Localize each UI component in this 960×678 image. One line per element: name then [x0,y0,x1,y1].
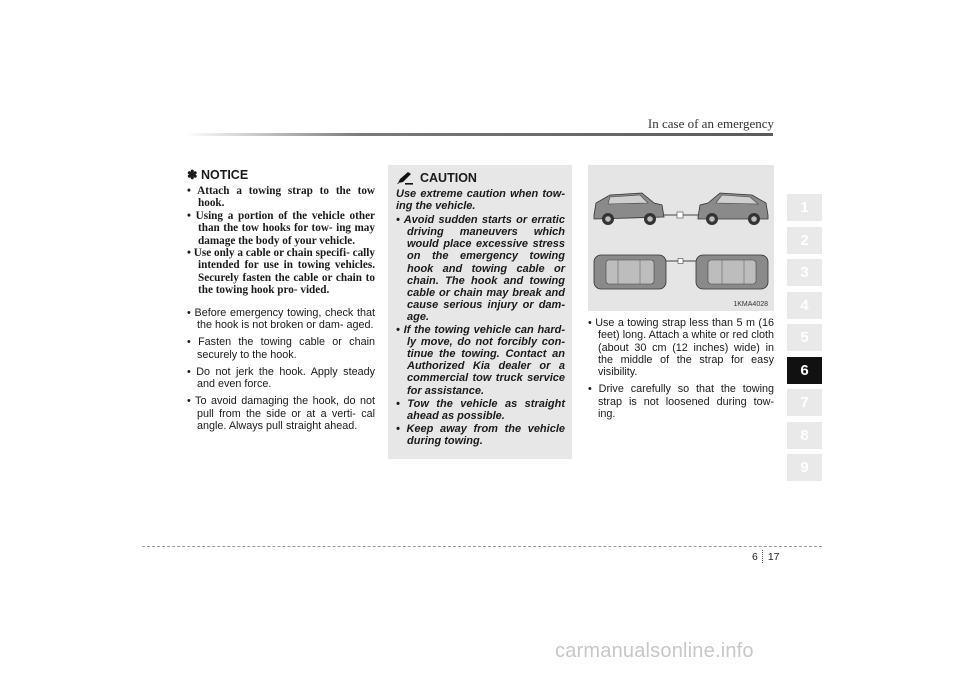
chapter-tab[interactable]: 9 [787,454,822,481]
towing-illustration-svg [588,165,774,311]
towing-illustration [588,165,774,311]
right-column [588,165,774,425]
strap-instructions-list [588,317,774,420]
left-column [187,165,375,437]
notice-list [187,185,375,297]
chapter-tab[interactable]: 7 [787,389,822,416]
notice-item: • Attach a towing strap to the tow hook. [187,185,375,210]
notice-heading: ✽ NOTICE [187,168,249,182]
strap-cloth-marker [678,259,683,264]
list-item: • Before emergency towing, check that the hook is not broken or dam- aged. [187,306,375,331]
towed-car-side [594,193,664,225]
caution-box [388,165,572,459]
figure-code: 1KMA4028 [733,301,768,308]
chapter-tab[interactable]: 2 [787,227,822,254]
chapter-tab[interactable]: 8 [787,422,822,449]
list-item: • Use a towing strap less than 5 m (16 feet) long. Attach a white or red cloth (about 30 cm (12 inches) wide) in the middle of the strap for easy visibility. [588,317,774,379]
header-rule [185,133,773,136]
towed-car-top [594,255,666,289]
chapter-tab[interactable]: 3 [787,259,822,286]
watermark: carmanualsonline.info [555,640,754,662]
towing-instructions-list [187,307,375,433]
caution-label: CAUTION [420,171,477,185]
list-item: • Do not jerk the hook. Apply steady and even force. [187,365,375,391]
caution-list [396,214,565,447]
chapter-tab[interactable]: 5 [787,324,822,351]
list-item: • Drive carefully so that the towing strap is not loosened during tow- ing. [588,383,774,421]
towing-car-side [698,193,768,225]
page-number [752,550,780,563]
footer-rule [142,546,822,547]
notice-item: • Using a portion of the vehicle other than the tow hooks for tow- ing may damage the body of your vehicle. [187,209,375,247]
strap-cloth-marker [677,212,683,218]
pencil-icon [396,171,414,185]
chapter-tabs [787,194,822,487]
list-item: • To avoid damaging the hook, do not pull from the side or at a verti- cal angle. Always pull straight ahead. [187,395,375,433]
caution-item: • Keep away from the vehicle during towing. [396,422,565,447]
notice-item: • Use only a cable or chain specifi- cally intended for use in towing vehicles. Securely fasten the cable or chain to the towing hook pro- vided. [187,247,375,297]
towing-car-top [696,255,768,289]
chapter-tab[interactable]: 4 [787,292,822,319]
caution-item: • If the towing vehicle can hard- ly move, do not forcibly con- tinue the towing. Contact an Authorized Kia dealer or a commercial tow truck service for assistance. [396,324,565,397]
caution-header [396,171,565,185]
page-index: 17 [767,550,780,563]
page-chapter: 6 [752,550,758,563]
caution-item: • Tow the vehicle as straight ahead as possible. [396,397,565,422]
caution-item: • Avoid sudden starts or erratic driving maneuvers which would place excessive stress on the emergency towing hook and towing cable or chain. The hook and towing cable or chain may break and cause serious injury or dam- age. [396,214,565,323]
chapter-tab[interactable]: 1 [787,194,822,221]
section-title: In case of an emergency [647,116,774,131]
list-item: • Fasten the towing cable or chain securely to the hook. [187,336,375,361]
chapter-tab-active[interactable]: 6 [787,357,822,384]
caution-intro: Use extreme caution when tow- ing the vehicle. [396,188,565,213]
page-separator [762,550,764,563]
